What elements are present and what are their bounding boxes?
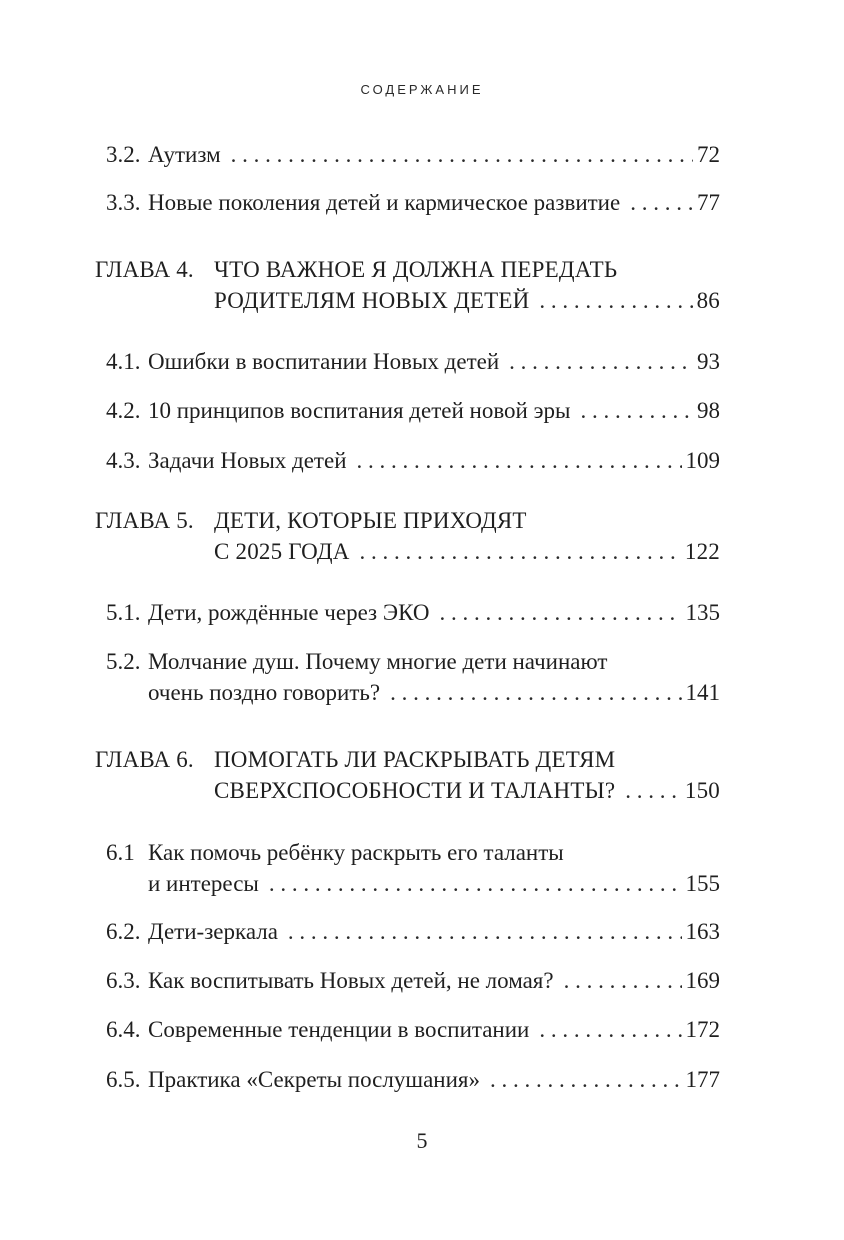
toc-entry-title-line-2: очень поздно говорить?: [148, 680, 381, 705]
toc-entry[interactable]: [148, 967, 720, 995]
toc-page-number: 155: [685, 871, 720, 896]
chapter-title-line-2: РОДИТЕЛЯМ НОВЫХ ДЕТЕЙ: [214, 288, 530, 313]
dot-leader: [357, 447, 682, 475]
toc-entry[interactable]: [148, 189, 720, 217]
toc-entry-title: Задачи Новых детей: [148, 448, 347, 473]
toc-page-number: 169: [685, 968, 720, 993]
toc-entry-number: 6.2.: [106, 919, 141, 944]
toc-entry-title: Новые поколения детей и кармическое развитие: [148, 190, 621, 215]
toc-entry-number: 4.1.: [106, 349, 141, 374]
toc-entry[interactable]: [148, 447, 720, 475]
toc-entry-number: 6.3.: [106, 968, 141, 993]
chapter-title-line-1: ПОМОГАТЬ ЛИ РАСКРЫВАТЬ ДЕТЯМ: [214, 747, 616, 772]
toc-entry-number: 6.1: [106, 840, 135, 865]
dot-leader: [509, 348, 693, 376]
chapter-title-line-2: С 2025 ГОДА: [214, 539, 350, 564]
dot-leader: [625, 777, 681, 805]
dot-leader: [288, 918, 682, 946]
chapter-number: ГЛАВА 6.: [95, 747, 194, 772]
toc-page-number: 141: [685, 680, 720, 705]
running-head: СОДЕРЖАНИЕ: [360, 82, 484, 97]
toc-entry-title: Дети-зеркала: [148, 919, 278, 944]
toc-entry-title: Современные тенденции в воспитании: [148, 1017, 530, 1042]
chapter-title-line-2: СВЕРХСПОСОБНОСТИ И ТАЛАНТЫ?: [214, 778, 616, 803]
toc-entry-title: Практика «Секреты послушания»: [148, 1067, 480, 1092]
toc-page-number: 93: [697, 349, 720, 374]
toc-entry-title-line-1: Как помочь ребёнку раскрыть его таланты: [148, 840, 564, 865]
toc-entry-title: Ошибки в воспитании Новых детей: [148, 349, 500, 374]
toc-page-number: 135: [685, 600, 720, 625]
toc-page-number: 150: [684, 778, 720, 803]
dot-leader: [490, 1066, 682, 1094]
toc-entry[interactable]: [148, 1016, 720, 1044]
dot-leader: [360, 538, 681, 566]
chapter-title-line-1: ЧТО ВАЖНОЕ Я ДОЛЖНА ПЕРЕДАТЬ: [214, 257, 618, 282]
toc-entry-title-line-2: и интересы: [148, 871, 259, 896]
toc-entry-number: 4.3.: [106, 448, 141, 473]
toc-entry[interactable]: [148, 1066, 720, 1094]
toc-entry[interactable]: [148, 348, 720, 376]
chapter-entry[interactable]: [214, 777, 720, 805]
dot-leader: [231, 141, 693, 169]
toc-page-number: 77: [697, 190, 720, 215]
toc-entry-title: Дети, рождённые через ЭКО: [148, 600, 430, 625]
chapter-number: ГЛАВА 4.: [95, 257, 194, 282]
dot-leader: [580, 397, 693, 425]
toc-page-number: 109: [685, 448, 720, 473]
toc-page-number: 177: [685, 1067, 720, 1092]
toc-entry-number: 5.1.: [106, 600, 141, 625]
toc-entry[interactable]: [148, 141, 720, 169]
toc-page-number: 86: [696, 288, 720, 313]
toc-page-number: 163: [685, 919, 720, 944]
toc-entry-title: 10 принципов воспитания детей новой эры: [148, 398, 571, 423]
toc-entry-number: 5.2.: [106, 649, 141, 674]
toc-entry-title: Как воспитывать Новых детей, не ломая?: [148, 968, 554, 993]
dot-leader: [564, 967, 682, 995]
page-number-footer: 5: [416, 1128, 428, 1153]
dot-leader: [539, 287, 692, 315]
toc-entry-number: 4.2.: [106, 398, 141, 423]
toc-entry[interactable]: [148, 679, 720, 707]
dot-leader: [439, 599, 681, 627]
toc-entry-number: 3.2.: [106, 142, 141, 167]
dot-leader: [390, 679, 681, 707]
toc-page-number: 122: [684, 539, 720, 564]
toc-page-number: 98: [697, 398, 720, 423]
chapter-entry[interactable]: [214, 287, 720, 315]
chapter-title-line-1: ДЕТИ, КОТОРЫЕ ПРИХОДЯТ: [214, 508, 527, 533]
toc-page-number: 72: [697, 142, 720, 167]
chapter-number: ГЛАВА 5.: [95, 508, 194, 533]
toc-entry[interactable]: [148, 397, 720, 425]
dot-leader: [269, 870, 682, 898]
dot-leader: [539, 1016, 681, 1044]
toc-entry-number: 6.5.: [106, 1067, 141, 1092]
toc-entry-number: 6.4.: [106, 1017, 141, 1042]
toc-entry[interactable]: [148, 870, 720, 898]
chapter-entry[interactable]: [214, 538, 720, 566]
toc-entry-number: 3.3.: [106, 190, 141, 215]
toc-entry[interactable]: [148, 918, 720, 946]
toc-page-number: 172: [685, 1017, 720, 1042]
dot-leader: [630, 189, 693, 217]
toc-entry-title: Аутизм: [148, 142, 221, 167]
toc-entry-title-line-1: Молчание душ. Почему многие дети начинают: [148, 649, 608, 674]
toc-entry[interactable]: [148, 599, 720, 627]
